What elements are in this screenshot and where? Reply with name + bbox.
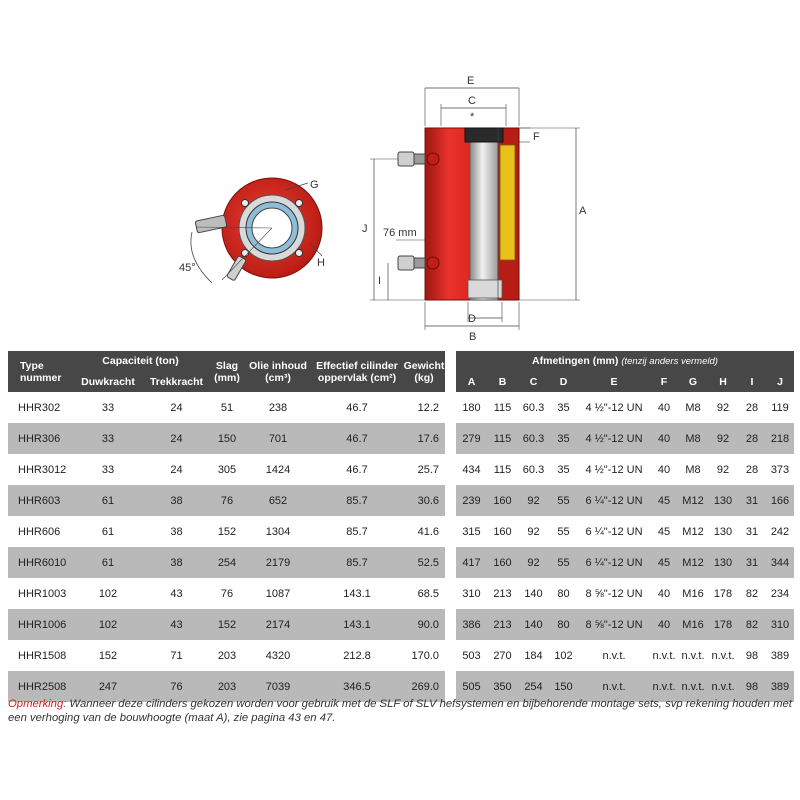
cell-pull: 24 — [144, 454, 209, 485]
cell-push: 61 — [72, 547, 144, 578]
label-angle: 45° — [179, 262, 196, 274]
cell-i: 31 — [738, 516, 766, 547]
side-view — [362, 75, 587, 343]
cell-area: 46.7 — [311, 454, 403, 485]
header-stroke: Slag (mm) — [209, 351, 245, 392]
label-e: E — [467, 75, 475, 87]
cell-b: 270 — [487, 640, 518, 671]
cell-weight: 17.6 — [403, 423, 445, 454]
cell-i: 98 — [738, 671, 766, 702]
cell-stroke: 76 — [209, 578, 245, 609]
cell-oil: 7039 — [245, 671, 311, 702]
cell-oil: 4320 — [245, 640, 311, 671]
label-j: J — [362, 223, 368, 235]
cell-area: 46.7 — [311, 423, 403, 454]
cell-h: 178 — [708, 609, 738, 640]
cell-f: 40 — [650, 392, 678, 423]
cell-weight: 90.0 — [403, 609, 445, 640]
cell-i: 28 — [738, 423, 766, 454]
table-row — [456, 609, 794, 640]
cell-stroke: 203 — [209, 671, 245, 702]
cell-j: 119 — [766, 392, 794, 423]
cell-g: n.v.t. — [678, 671, 708, 702]
cell-oil: 1424 — [245, 454, 311, 485]
cell-b: 213 — [487, 578, 518, 609]
cell-area: 143.1 — [311, 578, 403, 609]
cell-d: 35 — [549, 392, 578, 423]
cell-d: 80 — [549, 578, 578, 609]
cell-e: 8 ⅝"-12 UN — [578, 578, 650, 609]
cell-a: 505 — [456, 671, 487, 702]
cell-type: HHR603 — [8, 485, 72, 516]
cell-oil: 2174 — [245, 609, 311, 640]
header-weight: Gewicht (kg) — [403, 351, 445, 392]
cell-area: 85.7 — [311, 485, 403, 516]
cell-g: M8 — [678, 423, 708, 454]
cell-j: 373 — [766, 454, 794, 485]
table-row — [456, 392, 794, 423]
cell-h: 92 — [708, 454, 738, 485]
table-row — [8, 516, 445, 547]
cell-pull: 38 — [144, 516, 209, 547]
cell-weight: 52.5 — [403, 547, 445, 578]
table-row — [8, 547, 445, 578]
cell-area: 85.7 — [311, 547, 403, 578]
header-e: E — [578, 371, 650, 392]
cell-oil: 701 — [245, 423, 311, 454]
cell-type: HHR302 — [8, 392, 72, 423]
cell-a: 310 — [456, 578, 487, 609]
label-h: H — [317, 257, 325, 269]
cell-pull: 71 — [144, 640, 209, 671]
cell-push: 33 — [72, 392, 144, 423]
label-d: D — [468, 313, 476, 325]
header-area: Effectief cilinder oppervlak (cm²) — [311, 351, 403, 392]
cell-a: 386 — [456, 609, 487, 640]
cell-e: n.v.t. — [578, 640, 650, 671]
cell-oil: 2179 — [245, 547, 311, 578]
cell-type: HHR606 — [8, 516, 72, 547]
cell-stroke: 76 — [209, 485, 245, 516]
label-stroke: 76 mm — [383, 227, 417, 239]
cell-type: HHR1003 — [8, 578, 72, 609]
cell-i: 28 — [738, 392, 766, 423]
cell-d: 35 — [549, 454, 578, 485]
cell-area: 85.7 — [311, 516, 403, 547]
cell-c: 60.3 — [518, 423, 549, 454]
cell-push: 102 — [72, 609, 144, 640]
table-row — [8, 454, 445, 485]
cell-area: 346.5 — [311, 671, 403, 702]
cell-g: M8 — [678, 392, 708, 423]
cell-weight: 25.7 — [403, 454, 445, 485]
header-type: Type nummer — [8, 351, 72, 392]
cell-pull: 43 — [144, 609, 209, 640]
label-c: C — [468, 95, 476, 107]
cell-a: 417 — [456, 547, 487, 578]
cell-a: 279 — [456, 423, 487, 454]
cell-pull: 43 — [144, 578, 209, 609]
cell-b: 115 — [487, 423, 518, 454]
cell-b: 160 — [487, 547, 518, 578]
cell-f: 45 — [650, 516, 678, 547]
cell-f: 40 — [650, 609, 678, 640]
cell-d: 55 — [549, 516, 578, 547]
table-row — [8, 485, 445, 516]
header-pull: Trekkracht — [144, 371, 209, 392]
cell-g: M12 — [678, 485, 708, 516]
cell-f: 40 — [650, 578, 678, 609]
top-view — [179, 178, 325, 283]
header-i: I — [738, 371, 766, 392]
table-row — [456, 485, 794, 516]
label-g: G — [310, 179, 319, 191]
cell-stroke: 203 — [209, 640, 245, 671]
table-row — [8, 640, 445, 671]
table-row — [8, 423, 445, 454]
cell-a: 239 — [456, 485, 487, 516]
cell-g: n.v.t. — [678, 640, 708, 671]
cell-h: 178 — [708, 578, 738, 609]
cell-c: 140 — [518, 578, 549, 609]
cell-type: HHR1508 — [8, 640, 72, 671]
cell-e: 4 ½"-12 UN — [578, 392, 650, 423]
cell-j: 234 — [766, 578, 794, 609]
table-row — [456, 516, 794, 547]
cell-pull: 76 — [144, 671, 209, 702]
cell-h: n.v.t. — [708, 671, 738, 702]
remark-text: Wanneer deze cilinders gekozen worden voor gebruik met de SLF of SLV hefsystemen en bijbehorende montage sets, svp rekening houden met een verhoging van de bouwhoogte (maat A), zie pagina 43 en 47. — [8, 698, 792, 724]
cell-stroke: 152 — [209, 609, 245, 640]
cell-weight: 68.5 — [403, 578, 445, 609]
cell-b: 160 — [487, 485, 518, 516]
cell-g: M12 — [678, 547, 708, 578]
label-f: F — [533, 131, 540, 143]
cell-b: 160 — [487, 516, 518, 547]
cell-f: n.v.t. — [650, 640, 678, 671]
cell-area: 212.8 — [311, 640, 403, 671]
label-star: * — [470, 111, 475, 123]
cell-f: n.v.t. — [650, 671, 678, 702]
cell-j: 242 — [766, 516, 794, 547]
cell-pull: 24 — [144, 423, 209, 454]
cell-a: 503 — [456, 640, 487, 671]
cell-i: 31 — [738, 547, 766, 578]
cell-h: 92 — [708, 423, 738, 454]
cell-g: M12 — [678, 516, 708, 547]
cell-j: 310 — [766, 609, 794, 640]
cell-stroke: 254 — [209, 547, 245, 578]
label-i: I — [378, 275, 382, 287]
cell-weight: 30.6 — [403, 485, 445, 516]
cell-push: 61 — [72, 516, 144, 547]
header-f: F — [650, 371, 678, 392]
cell-i: 31 — [738, 485, 766, 516]
cell-f: 40 — [650, 423, 678, 454]
cell-g: M8 — [678, 454, 708, 485]
cell-push: 102 — [72, 578, 144, 609]
cell-e: 4 ½"-12 UN — [578, 454, 650, 485]
cell-j: 344 — [766, 547, 794, 578]
dimensions-header — [456, 351, 794, 371]
table-row — [456, 547, 794, 578]
cell-type: HHR2508 — [8, 671, 72, 702]
cell-oil: 1087 — [245, 578, 311, 609]
cell-stroke: 150 — [209, 423, 245, 454]
cell-j: 389 — [766, 671, 794, 702]
header-g: G — [678, 371, 708, 392]
cell-oil: 652 — [245, 485, 311, 516]
cell-c: 92 — [518, 547, 549, 578]
cell-pull: 24 — [144, 392, 209, 423]
cell-area: 46.7 — [311, 392, 403, 423]
cell-e: 6 ¼"-12 UN — [578, 485, 650, 516]
cell-b: 350 — [487, 671, 518, 702]
cell-c: 92 — [518, 485, 549, 516]
header-d: D — [549, 371, 578, 392]
cell-d: 150 — [549, 671, 578, 702]
cylinder-drawing — [0, 0, 800, 345]
cell-oil: 1304 — [245, 516, 311, 547]
cell-f: 40 — [650, 454, 678, 485]
cell-stroke: 305 — [209, 454, 245, 485]
cell-j: 218 — [766, 423, 794, 454]
cell-g: M16 — [678, 578, 708, 609]
cell-type: HHR1006 — [8, 609, 72, 640]
cell-e: 6 ¼"-12 UN — [578, 516, 650, 547]
cell-push: 247 — [72, 671, 144, 702]
cell-c: 184 — [518, 640, 549, 671]
cell-c: 254 — [518, 671, 549, 702]
cell-b: 115 — [487, 454, 518, 485]
cell-e: 8 ⅝"-12 UN — [578, 609, 650, 640]
cell-d: 55 — [549, 485, 578, 516]
cell-h: 130 — [708, 516, 738, 547]
dimensions-note: (tenzij anders vermeld) — [621, 355, 718, 367]
table-row — [456, 454, 794, 485]
cell-push: 33 — [72, 454, 144, 485]
cell-h: 92 — [708, 392, 738, 423]
cell-e: 4 ½"-12 UN — [578, 423, 650, 454]
cell-weight: 269.0 — [403, 671, 445, 702]
cell-j: 166 — [766, 485, 794, 516]
cell-pull: 38 — [144, 547, 209, 578]
cell-i: 98 — [738, 640, 766, 671]
capacity-table — [8, 351, 445, 702]
cell-a: 180 — [456, 392, 487, 423]
cell-oil: 238 — [245, 392, 311, 423]
cell-a: 315 — [456, 516, 487, 547]
cell-e: n.v.t. — [578, 671, 650, 702]
cell-area: 143.1 — [311, 609, 403, 640]
header-j: J — [766, 371, 794, 392]
cell-c: 60.3 — [518, 454, 549, 485]
cell-stroke: 152 — [209, 516, 245, 547]
cell-push: 61 — [72, 485, 144, 516]
table-row — [456, 640, 794, 671]
cell-i: 82 — [738, 578, 766, 609]
cell-i: 82 — [738, 609, 766, 640]
dimensions-title: Afmetingen (mm) — [532, 354, 619, 367]
cell-pull: 38 — [144, 485, 209, 516]
header-h: H — [708, 371, 738, 392]
cell-type: HHR306 — [8, 423, 72, 454]
header-push: Duwkracht — [72, 371, 144, 392]
cell-c: 60.3 — [518, 392, 549, 423]
cell-f: 45 — [650, 485, 678, 516]
label-b: B — [469, 331, 477, 343]
dimensions-table — [456, 351, 794, 702]
cell-c: 140 — [518, 609, 549, 640]
cell-h: 130 — [708, 485, 738, 516]
cell-type: HHR6010 — [8, 547, 72, 578]
table-row — [456, 578, 794, 609]
table-row — [8, 578, 445, 609]
remark-label: Opmerking: — [8, 698, 67, 710]
cell-weight: 12.2 — [403, 392, 445, 423]
header-c: C — [518, 371, 549, 392]
cell-push: 33 — [72, 423, 144, 454]
header-a: A — [456, 371, 487, 392]
cell-b: 115 — [487, 392, 518, 423]
cell-c: 92 — [518, 516, 549, 547]
cell-d: 55 — [549, 547, 578, 578]
cell-weight: 41.6 — [403, 516, 445, 547]
cell-i: 28 — [738, 454, 766, 485]
table-row — [456, 423, 794, 454]
cell-f: 45 — [650, 547, 678, 578]
header-capacity: Capaciteit (ton) — [72, 351, 209, 371]
table-row — [8, 609, 445, 640]
cell-e: 6 ¼"-12 UN — [578, 547, 650, 578]
cell-stroke: 51 — [209, 392, 245, 423]
cell-push: 152 — [72, 640, 144, 671]
cell-h: 130 — [708, 547, 738, 578]
cell-b: 213 — [487, 609, 518, 640]
cell-a: 434 — [456, 454, 487, 485]
cell-h: n.v.t. — [708, 640, 738, 671]
cell-j: 389 — [766, 640, 794, 671]
label-a: A — [579, 205, 587, 217]
cell-d: 35 — [549, 423, 578, 454]
cell-weight: 170.0 — [403, 640, 445, 671]
cell-g: M16 — [678, 609, 708, 640]
cell-type: HHR3012 — [8, 454, 72, 485]
remark-note — [8, 697, 794, 725]
cell-d: 80 — [549, 609, 578, 640]
table-row — [8, 392, 445, 423]
cell-d: 102 — [549, 640, 578, 671]
header-b: B — [487, 371, 518, 392]
header-oil: Olie inhoud (cm³) — [245, 351, 311, 392]
